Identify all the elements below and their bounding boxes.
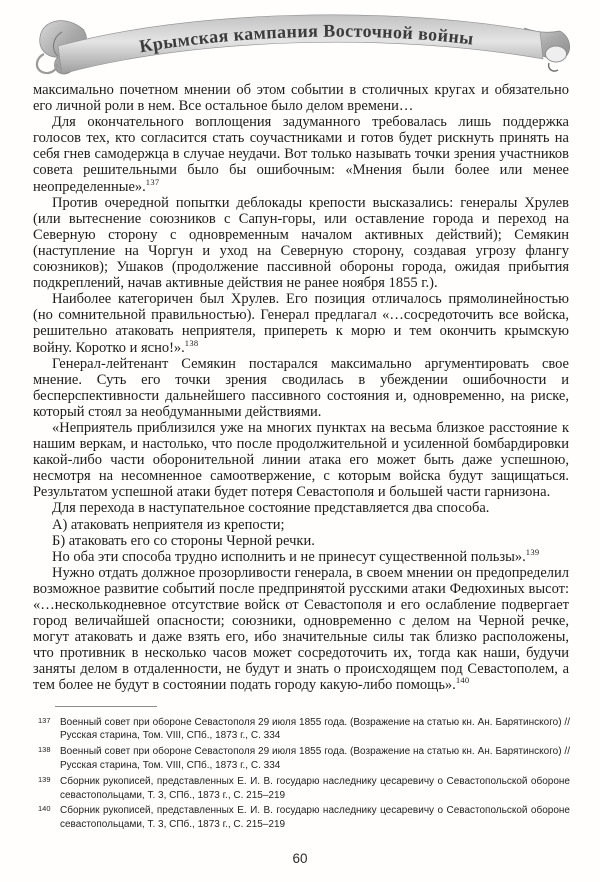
chapter-title: Крымская кампания Восточной войны (137, 20, 475, 57)
paragraph-text: А) атаковать неприятеля из крепости; (52, 516, 285, 533)
footnote-marker: 137 (38, 715, 51, 725)
footnote (36, 804, 570, 832)
footnote (36, 775, 570, 803)
paragraph-text: Против очередной попытки деблокады крепости высказались: генералы Хрулев (или вытеснение союзников с Сапун-горы, или оставление города и переход на Северную сторону с одновременным началом активных действий); Семякин (наступление на Чоргун и уход на Северную сторону, создавая угрозу флангу союзников); Ушаков (продолжение пассивной обороны города, ожидая прибытия подкреплений, начав активные действия не ранее ноября 1855 г.). (33, 194, 569, 292)
footnote-ref: 138 (184, 337, 199, 348)
footnote-marker: 138 (38, 745, 51, 755)
paragraph (33, 565, 569, 694)
page-body (33, 82, 569, 694)
paragraph (33, 533, 569, 549)
paragraph (33, 517, 569, 533)
footnote-text: Сборник рукописей, представленных Е. И. В. государю наследнику цесаревичу о Севастопольской обороне севастопольцами, Т. 3, СПб., 1873 г., С. 215–219 (60, 775, 570, 801)
page-number: 60 (292, 851, 308, 866)
footnote (36, 716, 570, 744)
paragraph-text: Нужно отдать должное прозорливости генерала, в своем мнении он предопределил возможное развитие событий после предпринятой русскими атаки Федюхиных высот: «…несколькодневное отсутствие войск от Севастополя и его ослабление подвергает город величайшей опасности; союзники, одновременно с делом на Черной речке, могут атаковать и даже взять его, ибо значительные силы так близко расположены, что противник в несколько часов может сосредоточить их, тогда как наши, будучи заняты делом в отдаленности, не будут и знать о происходящем под Севастополем, а тем более не будут в состоянии подать городу какую-либо помощь». (33, 564, 569, 694)
footnote-text: Сборник рукописей, представленных Е. И. В. государю наследнику цесаревичу о Севастопольской обороне севастопольцами, Т. 3, СПб., 1873 г., С. 215–219 (60, 805, 570, 831)
footnotes-block (36, 716, 570, 832)
ribbon-banner-image (0, 0, 600, 80)
footnote-ref: 139 (525, 546, 540, 557)
paragraph-text: Б) атаковать его со стороны Черной речки. (52, 532, 315, 549)
paragraph (33, 195, 569, 292)
chapter-header (0, 0, 600, 80)
footnote-ref: 137 (145, 176, 160, 187)
footnote-marker: 139 (38, 774, 51, 784)
paragraph-text: Наиболее категоричен был Хрулев. Его позиция отличалось прямолинейностью (но сомнительной правильностью). Генерал предлагал «…сосредоточить все войска, решительно атаковать неприятеля, припереть к морю и тем окончить крымскую войну. Коротко и ясно!». (33, 291, 569, 356)
footnote (36, 745, 570, 773)
paragraph-text: максимально почетном мнении об этом событии в столичных кругах и обязательно его личной роли в нем. Все остальное было делом времени… (33, 82, 569, 115)
paragraph (33, 356, 569, 420)
paragraph-text: Для перехода в наступательное состояние представляется два способа. (52, 500, 490, 517)
paragraph-text: Но оба эти способа трудно исполнить и не принесут существенной пользы». (52, 548, 526, 565)
paragraph (33, 82, 569, 114)
paragraph (33, 546, 569, 565)
paragraph-text: «Неприятель приблизился уже на многих пунктах на весьма близкое расстояние к нашим веркам, и настолько, что после продолжительной и усиленной бомбардировки какой-либо части оборонительной линии атака его может быть даже успешною, несмотря на несомненное самоотвержение, с которым войска будут защищаться. Результатом успешной атаки будет потеря Севастополя и большей части гарнизона. (33, 419, 569, 501)
paragraph (33, 291, 569, 355)
footnote-separator (55, 706, 157, 707)
footnote-text: Военный совет при обороне Севастополя 29 июля 1855 года. (Возражение на статью кн. Ан. Барятинского) // Русская старина, Том. VIII, СПб., 1873 г., С. 334 (60, 746, 570, 771)
paragraph-text: Для окончательного воплощения задуманного требовалась лишь поддержка голосов тех, кто согласится стать соучастниками и готов будет рискнуть принять на себя гнев самодержца в случае неудачи. Вот только называть точки зрения участников совета решительными было бы ошибочным: «Мнения были более или менее неопределенные». (33, 114, 569, 195)
footnote-ref: 140 (455, 675, 470, 686)
paragraph (33, 114, 569, 194)
footnote-marker: 140 (38, 804, 51, 814)
footnote-text: Военный совет при обороне Севастополя 29 июля 1855 года. (Возражение на статью кн. Ан. Барятинского) // Русская старина, Том. VIII, СПб., 1873 г., С. 334 (60, 716, 570, 742)
paragraph (33, 420, 569, 500)
paragraph (33, 500, 569, 516)
paragraph-text: Генерал-лейтенант Семякин постарался максимально аргументировать свое мнение. Суть его точки зрения сводилась в убеждении ошибочности и бесперспективности дальнейшего пассивного состояния и, одновременно, на риске, который стоял за необдуманными действиями. (33, 355, 569, 420)
